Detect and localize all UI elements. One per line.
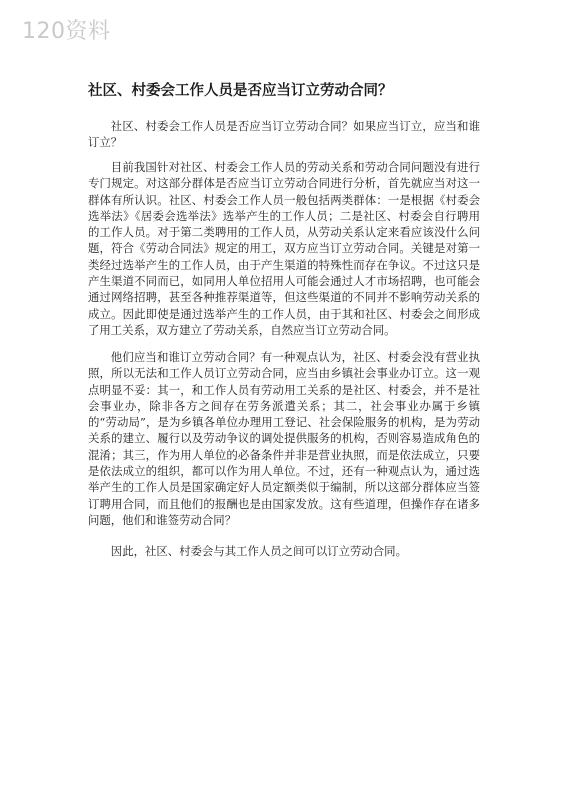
paragraph-analysis: 目前我国针对社区、村委会工作人员的劳动关系和劳动合同问题没有进行专门规定。对这部分群体是否应当订立劳动合同进行分析，首先就应当对这一群体有所认识。社区、村委会工作人员一般包括两类群体：一是根据《村委会选举法》《居委会选举法》选举产生的工作人员；二是社区、村委会自行聘用的工作人员。对于第二类聘用的工作人员，从劳动关系认定来看应该没什么问题，符合《劳动合同法》规定的用工，双方应当订立劳动合同。关键是对第一类经过选举产生的工作人员，由于产生渠道的特殊性而存在争议。不过这只是产生渠道不同而已，如同用人单位招用人可能会通过人才市场招聘，也可能会通过网络招聘，甚至各种推荐渠道等，但这些渠道的不同并不影响劳动关系的成立。因此即使是通过选举产生的工作人员，由于其和社区、村委会之间形成了用工关系，双方建立了劳动关系，自然应当订立劳动合同。 (88, 160, 480, 337)
document-title: 社区、村委会工作人员是否应当订立劳动合同？ (88, 83, 393, 99)
paragraph-question: 社区、村委会工作人员是否应当订立劳动合同？如果应当订立，应当和谁订立？ (88, 119, 480, 150)
watermark-logo: 120资料 (22, 19, 111, 44)
paragraph-conclusion: 因此，社区、村委会与其工作人员之间可以订立劳动合同。 (110, 544, 407, 558)
paragraph-who-to-sign: 他们应当和谁订立劳动合同？有一种观点认为，社区、村委会没有营业执照，所以无法和工作人员订立劳动合同，应当由乡镇社会事业办订立。这一观点明显不妥：其一，和工作人员有劳动用工关系的是社区、村委会，并不是社会事业办，除非各方之间存在劳务派遣关系；其二，社会事业办属于乡镇的“劳动局”，是为乡镇各单位办理用工登记、社会保险服务的机构，是为劳动关系的建立、履行以及劳动争议的调处提供服务的机构，否则容易造成角色的混淆；其三，作为用人单位的必备条件并非是营业执照，而是依法成立，只要是依法成立的组织，都可以作为用人单位。不过，还有一种观点认为，通过选举产生的工作人员是国家确定好人员定额类似于编制，所以这部分群体应当签订聘用合同，而且他们的报酬也是由国家发放。这有些道理，但操作存在诸多问题，他们和谁签劳动合同？ (88, 350, 480, 527)
